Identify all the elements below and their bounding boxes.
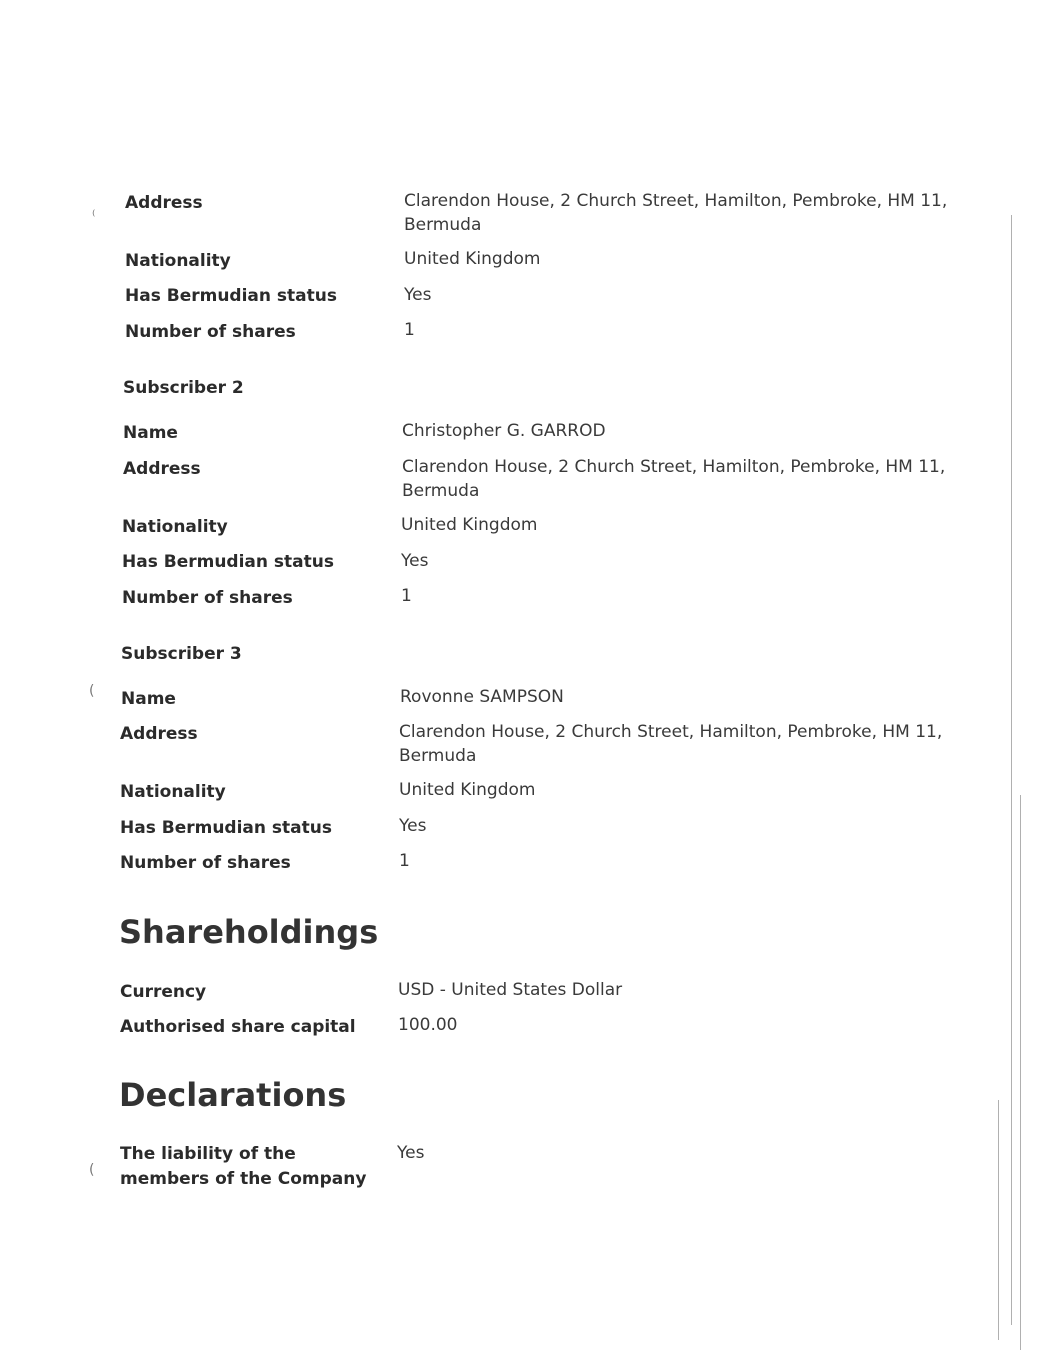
scan-edge-line: [998, 1100, 999, 1340]
nationality-value: United Kingdom: [404, 249, 541, 269]
liability-label-line2: members of the Company: [120, 1169, 367, 1189]
shares-label: Number of shares: [122, 588, 293, 608]
shares-label: Number of shares: [125, 322, 296, 342]
bermudian-status-label: Has Bermudian status: [120, 818, 332, 838]
shareholdings-heading: Shareholdings: [119, 913, 379, 951]
bermudian-status-value: Yes: [399, 816, 427, 836]
liability-label-line1: The liability of the: [120, 1144, 296, 1164]
shares-value: 1: [401, 586, 412, 606]
bermudian-status-label: Has Bermudian status: [125, 286, 337, 306]
currency-value: USD - United States Dollar: [398, 980, 623, 1000]
bermudian-status-value: Yes: [404, 285, 432, 305]
scan-mark: (: [89, 1162, 95, 1178]
currency-label: Currency: [120, 982, 207, 1002]
subscriber-3-title: Subscriber 3: [121, 644, 242, 664]
bermudian-status-label: Has Bermudian status: [122, 552, 334, 572]
authorised-capital-label: Authorised share capital: [120, 1017, 356, 1037]
name-value: Rovonne SAMPSON: [400, 687, 564, 707]
address-label: Address: [120, 724, 198, 744]
declarations-heading: Declarations: [119, 1076, 347, 1114]
name-label: Name: [123, 423, 178, 443]
address-label: Address: [125, 193, 203, 213]
nationality-label: Nationality: [125, 251, 231, 271]
address-value: Clarendon House, 2 Church Street, Hamilton, Pembroke, HM 11, Bermuda: [402, 457, 946, 501]
shares-value: 1: [399, 851, 410, 871]
scan-mark: ⁽: [92, 208, 96, 224]
bermudian-status-value: Yes: [401, 551, 429, 571]
address-value: Clarendon House, 2 Church Street, Hamilton, Pembroke, HM 11, Bermuda: [404, 191, 948, 235]
shares-value: 1: [404, 320, 415, 340]
nationality-value: United Kingdom: [399, 780, 536, 800]
subscriber-2-title: Subscriber 2: [123, 378, 244, 398]
liability-value: Yes: [397, 1143, 425, 1163]
nationality-value: United Kingdom: [401, 515, 538, 535]
nationality-label: Nationality: [122, 517, 228, 537]
nationality-label: Nationality: [120, 782, 226, 802]
shares-label: Number of shares: [120, 853, 291, 873]
scan-edge-line: [1020, 795, 1021, 1350]
authorised-capital-value: 100.00: [398, 1015, 458, 1035]
scan-edge-line: [1011, 215, 1012, 1325]
name-label: Name: [121, 689, 176, 709]
address-value: Clarendon House, 2 Church Street, Hamilton, Pembroke, HM 11, Bermuda: [399, 722, 943, 766]
address-label: Address: [123, 459, 201, 479]
name-value: Christopher G. GARROD: [402, 421, 606, 441]
scan-mark: (: [89, 683, 95, 699]
